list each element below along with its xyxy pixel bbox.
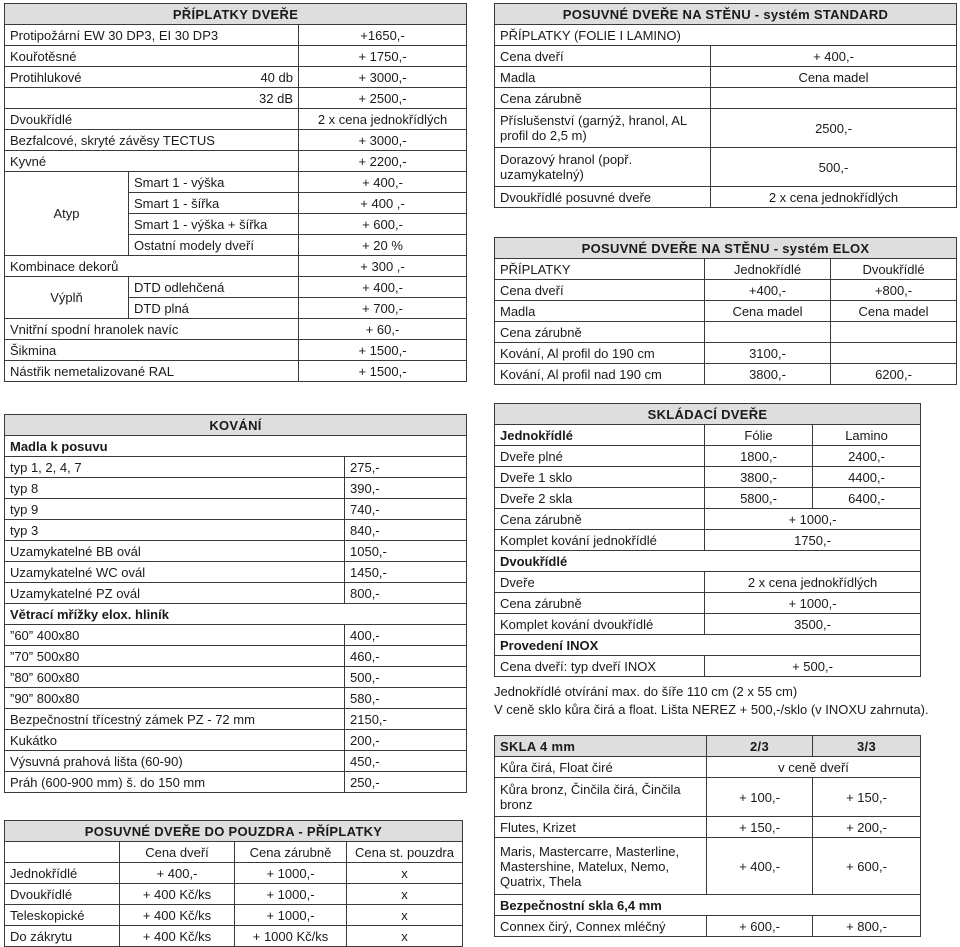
row-label: Kukátko bbox=[5, 730, 345, 751]
row-price: 450,- bbox=[345, 751, 467, 772]
cell: + 1000,- bbox=[235, 884, 347, 905]
row-label: Cena zárubně bbox=[495, 88, 711, 109]
cell: + 1000,- bbox=[235, 863, 347, 884]
row-label: Cena zárubně bbox=[495, 593, 705, 614]
row-price: 2150,- bbox=[345, 709, 467, 730]
row-label: Ostatní modely dveří bbox=[129, 235, 299, 256]
row-price: 1050,- bbox=[345, 541, 467, 562]
row-label: Cena zárubně bbox=[495, 509, 705, 530]
row-label: DTD odlehčená bbox=[129, 277, 299, 298]
row-price: + 400 ,- bbox=[299, 193, 467, 214]
row-label: typ 8 bbox=[5, 478, 345, 499]
cell bbox=[831, 322, 957, 343]
row-label: Smart 1 - výška + šířka bbox=[129, 214, 299, 235]
cell: + 600,- bbox=[707, 916, 813, 937]
cell: 1800,- bbox=[705, 446, 813, 467]
kovani-table bbox=[4, 414, 467, 793]
row-price: + 600,- bbox=[299, 214, 467, 235]
row-label: Bezpečnostní třícestný zámek PZ - 72 mm bbox=[5, 709, 345, 730]
row-price: 400,- bbox=[345, 625, 467, 646]
row-price: + 3000,- bbox=[299, 67, 467, 88]
row-label: Smart 1 - šířka bbox=[129, 193, 299, 214]
section-title: Bezpečnostní skla 6,4 mm bbox=[495, 895, 921, 916]
header-cell: PŘÍPLATKY bbox=[495, 259, 705, 280]
standard-title: POSUVNÉ DVEŘE NA STĚNU - systém STANDARD bbox=[495, 4, 957, 25]
header-cell: SKLA 4 mm bbox=[495, 736, 707, 757]
cell: + 150,- bbox=[707, 817, 813, 838]
row-label: Kování, Al profil do 190 cm bbox=[495, 343, 705, 364]
section-title: Provedení INOX bbox=[495, 635, 921, 656]
skla-table bbox=[494, 735, 921, 937]
row-price: 2 x cena jednokřídlých bbox=[711, 187, 957, 208]
cell: x bbox=[347, 905, 463, 926]
row-price: 500,- bbox=[345, 667, 467, 688]
cell: x bbox=[347, 884, 463, 905]
row-label: Flutes, Krizet bbox=[495, 817, 707, 838]
cell: 3800,- bbox=[705, 364, 831, 385]
header-cell: Lamino bbox=[813, 425, 921, 446]
row-price: + 300 ,- bbox=[299, 256, 467, 277]
section-title: Větrací mřížky elox. hliník bbox=[5, 604, 467, 625]
row-price: + 20 % bbox=[299, 235, 467, 256]
row-label: Bezfalcové, skryté závěsy TECTUS bbox=[5, 130, 299, 151]
cell: + 400 Kč/ks bbox=[120, 926, 235, 947]
kovani-title: KOVÁNÍ bbox=[5, 415, 467, 436]
header-cell: Jednokřídlé bbox=[705, 259, 831, 280]
cell: Cena madel bbox=[705, 301, 831, 322]
row-price: + 1500,- bbox=[299, 361, 467, 382]
priplatky-table bbox=[4, 3, 467, 382]
row-label: Nástřik nemetalizované RAL bbox=[5, 361, 299, 382]
row-label: Jednokřídlé bbox=[5, 863, 120, 884]
row-label: Dveře bbox=[495, 572, 705, 593]
row-label: Smart 1 - výška bbox=[129, 172, 299, 193]
row-label: Connex čirý, Connex mléčný bbox=[495, 916, 707, 937]
skladaci-note-1: Jednokřídlé otvírání max. do šíře 110 cm (2 x 55 cm) bbox=[494, 684, 798, 699]
row-price: + 400,- bbox=[711, 46, 957, 67]
row-label: Dvoukřídlé posuvné dveře bbox=[495, 187, 711, 208]
cell: + 150,- bbox=[813, 778, 921, 817]
cell: 3500,- bbox=[705, 614, 921, 635]
row-label: Cena dveří bbox=[495, 280, 705, 301]
row-label: typ 9 bbox=[5, 499, 345, 520]
section-title: Madla k posuvu bbox=[5, 436, 467, 457]
row-label: Do zákrytu bbox=[5, 926, 120, 947]
row-label: Teleskopické bbox=[5, 905, 120, 926]
cell: +800,- bbox=[831, 280, 957, 301]
priplatky-title: PŘÍPLATKY DVEŘE bbox=[5, 4, 467, 25]
standard-subtitle: PŘÍPLATKY (FOLIE I LAMINO) bbox=[495, 25, 957, 46]
row-label: Madla bbox=[495, 301, 705, 322]
cell bbox=[831, 343, 957, 364]
cell: + 400 Kč/ks bbox=[120, 905, 235, 926]
row-price: 250,- bbox=[345, 772, 467, 793]
cell: + 400,- bbox=[707, 838, 813, 895]
cell: + 800,- bbox=[813, 916, 921, 937]
cell: + 600,- bbox=[813, 838, 921, 895]
cell: 1750,- bbox=[705, 530, 921, 551]
row-label: Cena zárubně bbox=[495, 322, 705, 343]
row-label: Dvoukřídlé bbox=[5, 109, 299, 130]
cell: +400,- bbox=[705, 280, 831, 301]
row-price: 2500,- bbox=[711, 109, 957, 148]
atyp-label: Atyp bbox=[5, 172, 129, 256]
row-label: Dorazový hranol (popř. uzamykatelný) bbox=[495, 148, 711, 187]
row-label: Dveře 2 skla bbox=[495, 488, 705, 509]
row-label: Dvoukřídlé bbox=[5, 884, 120, 905]
row-price: + 2500,- bbox=[299, 88, 467, 109]
cell: + 400,- bbox=[120, 863, 235, 884]
row-label: typ 1, 2, 4, 7 bbox=[5, 457, 345, 478]
cell: 2 x cena jednokřídlých bbox=[705, 572, 921, 593]
row-price: + 1500,- bbox=[299, 340, 467, 361]
skladaci-title: SKLÁDACÍ DVEŘE bbox=[495, 404, 921, 425]
row-label: Kombinace dekorů bbox=[5, 256, 299, 277]
row-label: Madla bbox=[495, 67, 711, 88]
skladaci-note-2: V ceně sklo kůra čirá a float. Lišta NEREZ + 500,-/sklo (v INOXU zahrnuta). bbox=[494, 702, 929, 717]
row-price: 840,- bbox=[345, 520, 467, 541]
cell: 6400,- bbox=[813, 488, 921, 509]
section-title: Dvoukřídlé bbox=[495, 551, 921, 572]
row-price: 580,- bbox=[345, 688, 467, 709]
row-price: 740,- bbox=[345, 499, 467, 520]
skladaci-table bbox=[494, 403, 921, 677]
pouzdro-table bbox=[4, 820, 463, 947]
row-price: + 400,- bbox=[299, 172, 467, 193]
row-label: Dveře plné bbox=[495, 446, 705, 467]
cell: + 1000,- bbox=[705, 509, 921, 530]
row-label: Kůra bronz, Činčila čirá, Činčila bronz bbox=[495, 778, 707, 817]
row-label: ”60” 400x80 bbox=[5, 625, 345, 646]
cell: + 500,- bbox=[705, 656, 921, 677]
cell: x bbox=[347, 863, 463, 884]
row-label: Výsuvná prahová lišta (60-90) bbox=[5, 751, 345, 772]
row-label: Šikmina bbox=[5, 340, 299, 361]
row-label: Kůra čirá, Float čiré bbox=[495, 757, 707, 778]
row-label: Uzamykatelné WC ovál bbox=[5, 562, 345, 583]
row-price: 2 x cena jednokřídlých bbox=[299, 109, 467, 130]
row-label: Vnitřní spodní hranolek navíc bbox=[5, 319, 299, 340]
row-price: 800,- bbox=[345, 583, 467, 604]
elox-title: POSUVNÉ DVEŘE NA STĚNU - systém ELOX bbox=[495, 238, 957, 259]
row-price: 200,- bbox=[345, 730, 467, 751]
row-label: Cena dveří bbox=[495, 46, 711, 67]
header-cell: Cena zárubně bbox=[235, 842, 347, 863]
cell: 4400,- bbox=[813, 467, 921, 488]
row-price: + 700,- bbox=[299, 298, 467, 319]
row-price: +1650,- bbox=[299, 25, 467, 46]
header-cell: Fólie bbox=[705, 425, 813, 446]
row-label: Uzamykatelné BB ovál bbox=[5, 541, 345, 562]
row-label: DTD plná bbox=[129, 298, 299, 319]
row-price: 390,- bbox=[345, 478, 467, 499]
section-title: Jednokřídlé bbox=[495, 425, 705, 446]
header-cell: Dvoukřídlé bbox=[831, 259, 957, 280]
cell: 3800,- bbox=[705, 467, 813, 488]
cell: 2400,- bbox=[813, 446, 921, 467]
row-label: Maris, Mastercarre, Masterline, Mastershine, Matelux, Nemo, Quatrix, Thela bbox=[495, 838, 707, 895]
row-label: Příslušenství (garnýž, hranol, AL profil do 2,5 m) bbox=[495, 109, 711, 148]
cell: + 1000,- bbox=[235, 905, 347, 926]
elox-table bbox=[494, 237, 957, 385]
row-label: ”90” 800x80 bbox=[5, 688, 345, 709]
header-cell: 2/3 bbox=[707, 736, 813, 757]
row-label: Práh (600-900 mm) š. do 150 mm bbox=[5, 772, 345, 793]
row-price: 1450,- bbox=[345, 562, 467, 583]
row-label: Komplet kování dvoukřídlé bbox=[495, 614, 705, 635]
cell: 5800,- bbox=[705, 488, 813, 509]
standard-table bbox=[494, 3, 957, 208]
header-cell bbox=[5, 842, 120, 863]
header-cell: 3/3 bbox=[813, 736, 921, 757]
row-label: typ 3 bbox=[5, 520, 345, 541]
cell: + 400 Kč/ks bbox=[120, 884, 235, 905]
row-label: Dveře 1 sklo bbox=[495, 467, 705, 488]
cell: + 1000 Kč/ks bbox=[235, 926, 347, 947]
row-price: + 3000,- bbox=[299, 130, 467, 151]
row-price: 275,- bbox=[345, 457, 467, 478]
row-price: + 1750,- bbox=[299, 46, 467, 67]
row-label: ”70” 500x80 bbox=[5, 646, 345, 667]
row-price bbox=[711, 88, 957, 109]
cell: + 100,- bbox=[707, 778, 813, 817]
cell: v ceně dveří bbox=[707, 757, 921, 778]
row-price: + 400,- bbox=[299, 277, 467, 298]
row-label: Kouřotěsné bbox=[5, 46, 299, 67]
row-price: Cena madel bbox=[711, 67, 957, 88]
row-label: Cena dveří: typ dveří INOX bbox=[495, 656, 705, 677]
row-label: Kování, Al profil nad 190 cm bbox=[495, 364, 705, 385]
cell bbox=[705, 322, 831, 343]
row-label: Komplet kování jednokřídlé bbox=[495, 530, 705, 551]
row-label: ”80” 600x80 bbox=[5, 667, 345, 688]
cell: + 200,- bbox=[813, 817, 921, 838]
row-price: + 60,- bbox=[299, 319, 467, 340]
cell: x bbox=[347, 926, 463, 947]
row-label: Uzamykatelné PZ ovál bbox=[5, 583, 345, 604]
row-label: Protipožární EW 30 DP3, EI 30 DP3 bbox=[5, 25, 299, 46]
header-cell: Cena st. pouzdra bbox=[347, 842, 463, 863]
header-cell: Cena dveří bbox=[120, 842, 235, 863]
row-sub: 32 dB bbox=[5, 88, 299, 109]
row-price: 460,- bbox=[345, 646, 467, 667]
cell: Cena madel bbox=[831, 301, 957, 322]
row-price: + 2200,- bbox=[299, 151, 467, 172]
cell: 3100,- bbox=[705, 343, 831, 364]
cell: 6200,- bbox=[831, 364, 957, 385]
pouzdro-title: POSUVNÉ DVEŘE DO POUZDRA - PŘÍPLATKY bbox=[5, 821, 463, 842]
row-label: Protihlukové 40 db bbox=[5, 67, 299, 88]
vypln-label: Výplň bbox=[5, 277, 129, 319]
cell: + 1000,- bbox=[705, 593, 921, 614]
row-price: 500,- bbox=[711, 148, 957, 187]
row-label: Kyvné bbox=[5, 151, 299, 172]
